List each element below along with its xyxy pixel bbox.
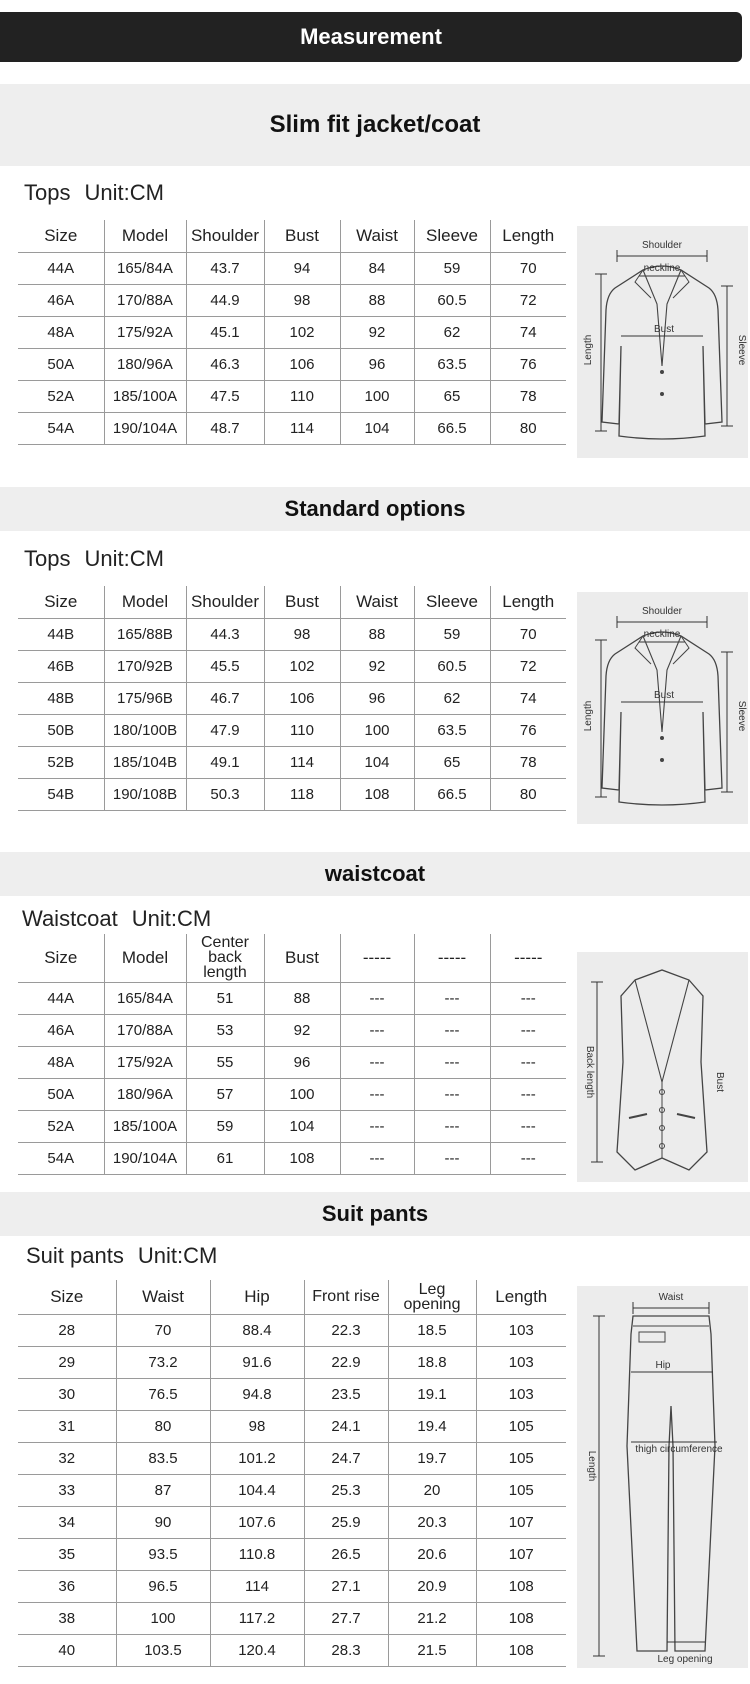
column-header: Size bbox=[44, 948, 78, 968]
table-row bbox=[18, 316, 566, 348]
table-row bbox=[18, 380, 566, 412]
table-cell: 70 bbox=[116, 1314, 210, 1346]
table-cell: 31 bbox=[18, 1410, 116, 1442]
column-header: Size bbox=[50, 1287, 84, 1307]
table-slim bbox=[18, 220, 566, 445]
column-header: ----- bbox=[414, 934, 490, 982]
table-row bbox=[18, 714, 566, 746]
table-cell: 48B bbox=[18, 682, 104, 714]
table-cell: 94 bbox=[264, 252, 340, 284]
table-cell: 40 bbox=[18, 1634, 116, 1666]
table-cell: 88.4 bbox=[210, 1314, 304, 1346]
table-cell: 51 bbox=[186, 982, 264, 1014]
table-cell: 72 bbox=[490, 650, 566, 682]
unit-line-waistcoat bbox=[22, 906, 211, 932]
column-header: Size bbox=[44, 226, 78, 246]
table-cell: 170/88A bbox=[104, 284, 186, 316]
table-cell: 100 bbox=[264, 1078, 340, 1110]
table-cell: 88 bbox=[264, 982, 340, 1014]
table-cell: 107 bbox=[476, 1506, 566, 1538]
column-header: Hip bbox=[210, 1280, 304, 1314]
table-cell: 106 bbox=[264, 682, 340, 714]
table-row bbox=[18, 618, 566, 650]
table-cell: 180/96A bbox=[104, 1078, 186, 1110]
table-cell: 50A bbox=[18, 348, 104, 380]
unit-line-standard bbox=[24, 546, 164, 572]
table-cell: 36 bbox=[18, 1570, 116, 1602]
diagram-label-length: Length bbox=[583, 334, 594, 366]
table-cell: 100 bbox=[116, 1602, 210, 1634]
table-cell: 105 bbox=[476, 1442, 566, 1474]
table-cell: 28 bbox=[18, 1314, 116, 1346]
table-cell: 87 bbox=[116, 1474, 210, 1506]
waistcoat-diagram bbox=[577, 952, 748, 1182]
table-cell: 108 bbox=[476, 1602, 566, 1634]
table-cell: 98 bbox=[264, 284, 340, 316]
diagram-label-thigh: thigh circumference bbox=[635, 1444, 723, 1455]
table-cell: --- bbox=[414, 1110, 490, 1142]
table-cell: 104 bbox=[340, 746, 414, 778]
table-cell: 26.5 bbox=[304, 1538, 388, 1570]
table-cell: 103 bbox=[476, 1314, 566, 1346]
table-row bbox=[18, 1570, 566, 1602]
table-cell: 52B bbox=[18, 746, 104, 778]
diagram-label-neckline: neckline bbox=[643, 263, 681, 274]
table-cell: 28.3 bbox=[304, 1634, 388, 1666]
jacket-diagram-slim bbox=[577, 226, 748, 458]
table-row bbox=[18, 682, 566, 714]
table-row bbox=[18, 1602, 566, 1634]
table-cell: 80 bbox=[490, 412, 566, 444]
diagram-label-shoulder: Shoulder bbox=[641, 606, 683, 617]
table-cell: 92 bbox=[340, 650, 414, 682]
table-cell: 19.7 bbox=[388, 1442, 476, 1474]
table-cell: --- bbox=[340, 1110, 414, 1142]
table-cell: --- bbox=[490, 1078, 566, 1110]
column-header: Front rise bbox=[304, 1280, 388, 1314]
table-cell: 54A bbox=[18, 412, 104, 444]
table-cell: 30 bbox=[18, 1378, 116, 1410]
table-row bbox=[18, 1378, 566, 1410]
table-cell: 21.2 bbox=[388, 1602, 476, 1634]
unit-label: Tops bbox=[24, 546, 71, 571]
table-cell: 65 bbox=[414, 380, 490, 412]
table-row bbox=[18, 1110, 566, 1142]
table-cell: 45.5 bbox=[186, 650, 264, 682]
table-cell: 52A bbox=[18, 380, 104, 412]
table-cell: 50B bbox=[18, 714, 104, 746]
table-cell: 104 bbox=[340, 412, 414, 444]
table-row bbox=[18, 1634, 566, 1666]
table-cell: 54A bbox=[18, 1142, 104, 1174]
table-cell: --- bbox=[414, 982, 490, 1014]
table-cell: 165/88B bbox=[104, 618, 186, 650]
table-cell: 35 bbox=[18, 1538, 116, 1570]
table-cell: 44A bbox=[18, 982, 104, 1014]
table-cell: 66.5 bbox=[414, 412, 490, 444]
table-cell: 44.3 bbox=[186, 618, 264, 650]
table-cell: 101.2 bbox=[210, 1442, 304, 1474]
table-cell: 80 bbox=[490, 778, 566, 810]
table-row bbox=[18, 412, 566, 444]
table-row bbox=[18, 252, 566, 284]
table-cell: 59 bbox=[414, 252, 490, 284]
column-header: Size bbox=[44, 592, 78, 612]
table-cell: --- bbox=[414, 1142, 490, 1174]
column-header: Shoulder bbox=[186, 220, 264, 252]
diagram-label-leg-opening: Leg opening bbox=[657, 1654, 713, 1665]
column-header: Sleeve bbox=[414, 220, 490, 252]
table-cell: 20.3 bbox=[388, 1506, 476, 1538]
diagram-label-length: Length bbox=[586, 1450, 597, 1482]
table-cell: --- bbox=[414, 1014, 490, 1046]
table-cell: 114 bbox=[210, 1570, 304, 1602]
table-cell: --- bbox=[414, 1046, 490, 1078]
column-header: ----- bbox=[490, 934, 566, 982]
table-cell: 110 bbox=[264, 380, 340, 412]
table-cell: 22.3 bbox=[304, 1314, 388, 1346]
measurement-header bbox=[0, 0, 750, 68]
table-cell: 47.5 bbox=[186, 380, 264, 412]
table-cell: --- bbox=[340, 1142, 414, 1174]
column-header: Length bbox=[476, 1280, 566, 1314]
table-cell: 170/92B bbox=[104, 650, 186, 682]
table-cell: 185/104B bbox=[104, 746, 186, 778]
table-cell: 104 bbox=[264, 1110, 340, 1142]
table-cell: 118 bbox=[264, 778, 340, 810]
table-cell: 63.5 bbox=[414, 714, 490, 746]
table-cell: 20 bbox=[388, 1474, 476, 1506]
unit-line-pants bbox=[26, 1243, 217, 1269]
jacket-outline-icon bbox=[577, 226, 748, 458]
table-cell: 100 bbox=[340, 714, 414, 746]
table-row bbox=[18, 650, 566, 682]
table-cell: 24.1 bbox=[304, 1410, 388, 1442]
jacket-outline-icon bbox=[577, 592, 748, 824]
table-row bbox=[18, 746, 566, 778]
table-cell: 103.5 bbox=[116, 1634, 210, 1666]
column-header: Bust bbox=[264, 934, 340, 982]
table-cell: 96 bbox=[340, 348, 414, 380]
table-cell: 108 bbox=[264, 1142, 340, 1174]
table-cell: 46B bbox=[18, 650, 104, 682]
table-row bbox=[18, 1538, 566, 1570]
table-row bbox=[18, 1346, 566, 1378]
table-row bbox=[18, 1410, 566, 1442]
table-cell: 98 bbox=[210, 1410, 304, 1442]
table-cell: 45.1 bbox=[186, 316, 264, 348]
table-cell: 110 bbox=[264, 714, 340, 746]
column-header: Waist bbox=[340, 586, 414, 618]
table-cell: 73.2 bbox=[116, 1346, 210, 1378]
table-cell: 96 bbox=[340, 682, 414, 714]
table-cell: 59 bbox=[186, 1110, 264, 1142]
table-cell: 78 bbox=[490, 380, 566, 412]
table-row bbox=[18, 1142, 566, 1174]
table-cell: 103 bbox=[476, 1346, 566, 1378]
section-title-pants: Suit pants bbox=[0, 1192, 750, 1236]
diagram-label-neckline: neckline bbox=[643, 629, 681, 640]
table-waistcoat bbox=[18, 934, 566, 1175]
unit-label: Waistcoat bbox=[22, 906, 118, 931]
table-cell: 108 bbox=[476, 1634, 566, 1666]
table-cell: 53 bbox=[186, 1014, 264, 1046]
table-cell: 84 bbox=[340, 252, 414, 284]
unit-label: Suit pants bbox=[26, 1243, 124, 1268]
table-cell: 62 bbox=[414, 316, 490, 348]
table-cell: 43.7 bbox=[186, 252, 264, 284]
table-cell: 170/88A bbox=[104, 1014, 186, 1046]
diagram-label-shoulder: Shoulder bbox=[641, 240, 683, 251]
table-cell: 44B bbox=[18, 618, 104, 650]
table-cell: 21.5 bbox=[388, 1634, 476, 1666]
diagram-label-sleeve: Sleeve bbox=[736, 700, 747, 732]
table-cell: 110.8 bbox=[210, 1538, 304, 1570]
table-cell: 46.7 bbox=[186, 682, 264, 714]
unit-value: Unit:CM bbox=[131, 906, 212, 931]
table-cell: 33 bbox=[18, 1474, 116, 1506]
table-cell: 175/92A bbox=[104, 316, 186, 348]
table-cell: 62 bbox=[414, 682, 490, 714]
table-cell: 32 bbox=[18, 1442, 116, 1474]
column-header: Waist bbox=[340, 220, 414, 252]
section-title-waistcoat: waistcoat bbox=[0, 852, 750, 896]
table-cell: 190/108B bbox=[104, 778, 186, 810]
table-cell: 49.1 bbox=[186, 746, 264, 778]
table-cell: 76 bbox=[490, 348, 566, 380]
unit-value: Unit:CM bbox=[84, 546, 164, 571]
table-row bbox=[18, 1014, 566, 1046]
table-cell: --- bbox=[490, 1110, 566, 1142]
column-header: Model bbox=[104, 220, 186, 252]
table-cell: 96.5 bbox=[116, 1570, 210, 1602]
table-cell: 107 bbox=[476, 1538, 566, 1570]
table-cell: 104.4 bbox=[210, 1474, 304, 1506]
table-pants bbox=[18, 1280, 566, 1667]
table-cell: 38 bbox=[18, 1602, 116, 1634]
table-cell: 92 bbox=[264, 1014, 340, 1046]
unit-value: Unit:CM bbox=[137, 1243, 218, 1268]
table-cell: 48A bbox=[18, 1046, 104, 1078]
table-cell: 27.7 bbox=[304, 1602, 388, 1634]
table-cell: 78 bbox=[490, 746, 566, 778]
table-cell: 48A bbox=[18, 316, 104, 348]
table-cell: 103 bbox=[476, 1378, 566, 1410]
table-cell: 117.2 bbox=[210, 1602, 304, 1634]
column-header: Length bbox=[490, 586, 566, 618]
table-row bbox=[18, 1442, 566, 1474]
table-cell: 50.3 bbox=[186, 778, 264, 810]
table-row bbox=[18, 1314, 566, 1346]
table-cell: 91.6 bbox=[210, 1346, 304, 1378]
table-cell: 19.1 bbox=[388, 1378, 476, 1410]
table-cell: 60.5 bbox=[414, 650, 490, 682]
table-cell: 52A bbox=[18, 1110, 104, 1142]
table-cell: 27.1 bbox=[304, 1570, 388, 1602]
table-cell: 54B bbox=[18, 778, 104, 810]
table-cell: 180/100B bbox=[104, 714, 186, 746]
table-cell: 93.5 bbox=[116, 1538, 210, 1570]
table-cell: 165/84A bbox=[104, 252, 186, 284]
pants-diagram bbox=[577, 1286, 748, 1668]
table-cell: 76.5 bbox=[116, 1378, 210, 1410]
table-cell: 47.9 bbox=[186, 714, 264, 746]
diagram-label-bust: Bust bbox=[714, 1071, 725, 1093]
column-header: ----- bbox=[340, 934, 414, 982]
unit-label: Tops bbox=[24, 180, 71, 205]
table-cell: 114 bbox=[264, 412, 340, 444]
table-row bbox=[18, 1506, 566, 1538]
table-cell: 120.4 bbox=[210, 1634, 304, 1666]
table-cell: 74 bbox=[490, 316, 566, 348]
table-cell: 65 bbox=[414, 746, 490, 778]
table-cell: --- bbox=[414, 1078, 490, 1110]
table-cell: 76 bbox=[490, 714, 566, 746]
table-cell: 80 bbox=[116, 1410, 210, 1442]
section-title-slim: Slim fit jacket/coat bbox=[0, 84, 750, 166]
table-cell: 29 bbox=[18, 1346, 116, 1378]
diagram-label-length: Length bbox=[583, 700, 594, 732]
table-cell: 57 bbox=[186, 1078, 264, 1110]
column-header: Sleeve bbox=[414, 586, 490, 618]
table-cell: 34 bbox=[18, 1506, 116, 1538]
table-cell: 46A bbox=[18, 284, 104, 316]
table-cell: 105 bbox=[476, 1410, 566, 1442]
table-cell: 18.5 bbox=[388, 1314, 476, 1346]
table-cell: 24.7 bbox=[304, 1442, 388, 1474]
column-header: Bust bbox=[264, 586, 340, 618]
table-cell: 74 bbox=[490, 682, 566, 714]
table-cell: 102 bbox=[264, 650, 340, 682]
table-cell: --- bbox=[340, 1046, 414, 1078]
unit-value: Unit:CM bbox=[84, 180, 164, 205]
table-cell: 44A bbox=[18, 252, 104, 284]
column-header: Model bbox=[104, 586, 186, 618]
table-cell: 25.9 bbox=[304, 1506, 388, 1538]
table-cell: 66.5 bbox=[414, 778, 490, 810]
table-cell: --- bbox=[490, 982, 566, 1014]
diagram-label-back-length: Back length bbox=[584, 1045, 595, 1099]
table-cell: 60.5 bbox=[414, 284, 490, 316]
table-row bbox=[18, 1046, 566, 1078]
column-header: Bust bbox=[264, 220, 340, 252]
table-cell: --- bbox=[490, 1142, 566, 1174]
table-cell: --- bbox=[490, 1046, 566, 1078]
table-cell: 23.5 bbox=[304, 1378, 388, 1410]
table-cell: 108 bbox=[476, 1570, 566, 1602]
column-header: Model bbox=[104, 934, 186, 982]
table-cell: 61 bbox=[186, 1142, 264, 1174]
page-title: Measurement bbox=[0, 12, 742, 62]
column-header: Leg opening bbox=[388, 1280, 476, 1314]
table-cell: 105 bbox=[476, 1474, 566, 1506]
table-cell: 44.9 bbox=[186, 284, 264, 316]
waistcoat-outline-icon bbox=[577, 952, 748, 1182]
column-header: Length bbox=[490, 220, 566, 252]
table-cell: 185/100A bbox=[104, 380, 186, 412]
table-cell: 102 bbox=[264, 316, 340, 348]
table-row bbox=[18, 1078, 566, 1110]
table-cell: 107.6 bbox=[210, 1506, 304, 1538]
pants-outline-icon bbox=[577, 1286, 748, 1668]
table-cell: 185/100A bbox=[104, 1110, 186, 1142]
table-cell: 72 bbox=[490, 284, 566, 316]
table-cell: 19.4 bbox=[388, 1410, 476, 1442]
table-cell: 175/96B bbox=[104, 682, 186, 714]
table-cell: --- bbox=[490, 1014, 566, 1046]
table-cell: 90 bbox=[116, 1506, 210, 1538]
table-cell: 48.7 bbox=[186, 412, 264, 444]
diagram-label-bust: Bust bbox=[653, 324, 675, 335]
table-cell: 25.3 bbox=[304, 1474, 388, 1506]
table-cell: 96 bbox=[264, 1046, 340, 1078]
table-cell: 190/104A bbox=[104, 1142, 186, 1174]
table-row bbox=[18, 284, 566, 316]
column-header: Waist bbox=[116, 1280, 210, 1314]
table-standard bbox=[18, 586, 566, 811]
column-header: Center back length bbox=[186, 934, 264, 982]
table-cell: 59 bbox=[414, 618, 490, 650]
table-cell: --- bbox=[340, 1014, 414, 1046]
column-header: Shoulder bbox=[186, 586, 264, 618]
table-cell: 175/92A bbox=[104, 1046, 186, 1078]
diagram-label-sleeve: Sleeve bbox=[736, 334, 747, 366]
table-cell: 46A bbox=[18, 1014, 104, 1046]
table-cell: 70 bbox=[490, 252, 566, 284]
table-cell: 70 bbox=[490, 618, 566, 650]
table-cell: 63.5 bbox=[414, 348, 490, 380]
table-cell: 88 bbox=[340, 618, 414, 650]
table-cell: --- bbox=[340, 1078, 414, 1110]
table-cell: 20.9 bbox=[388, 1570, 476, 1602]
table-row bbox=[18, 1474, 566, 1506]
table-cell: 22.9 bbox=[304, 1346, 388, 1378]
table-row bbox=[18, 982, 566, 1014]
table-cell: 20.6 bbox=[388, 1538, 476, 1570]
table-cell: 114 bbox=[264, 746, 340, 778]
table-cell: 106 bbox=[264, 348, 340, 380]
table-row bbox=[18, 348, 566, 380]
diagram-label-waist: Waist bbox=[658, 1292, 684, 1303]
table-cell: 55 bbox=[186, 1046, 264, 1078]
unit-line-slim bbox=[24, 180, 164, 206]
jacket-diagram-standard bbox=[577, 592, 748, 824]
table-cell: 46.3 bbox=[186, 348, 264, 380]
table-cell: 98 bbox=[264, 618, 340, 650]
table-cell: 92 bbox=[340, 316, 414, 348]
section-title-standard: Standard options bbox=[0, 487, 750, 531]
table-cell: 94.8 bbox=[210, 1378, 304, 1410]
table-cell: 180/96A bbox=[104, 348, 186, 380]
diagram-label-bust: Bust bbox=[653, 690, 675, 701]
table-cell: 18.8 bbox=[388, 1346, 476, 1378]
table-cell: --- bbox=[340, 982, 414, 1014]
table-cell: 83.5 bbox=[116, 1442, 210, 1474]
table-cell: 88 bbox=[340, 284, 414, 316]
table-cell: 100 bbox=[340, 380, 414, 412]
table-cell: 165/84A bbox=[104, 982, 186, 1014]
table-cell: 190/104A bbox=[104, 412, 186, 444]
table-cell: 50A bbox=[18, 1078, 104, 1110]
diagram-label-hip: Hip bbox=[655, 1360, 671, 1371]
table-row bbox=[18, 778, 566, 810]
table-cell: 108 bbox=[340, 778, 414, 810]
